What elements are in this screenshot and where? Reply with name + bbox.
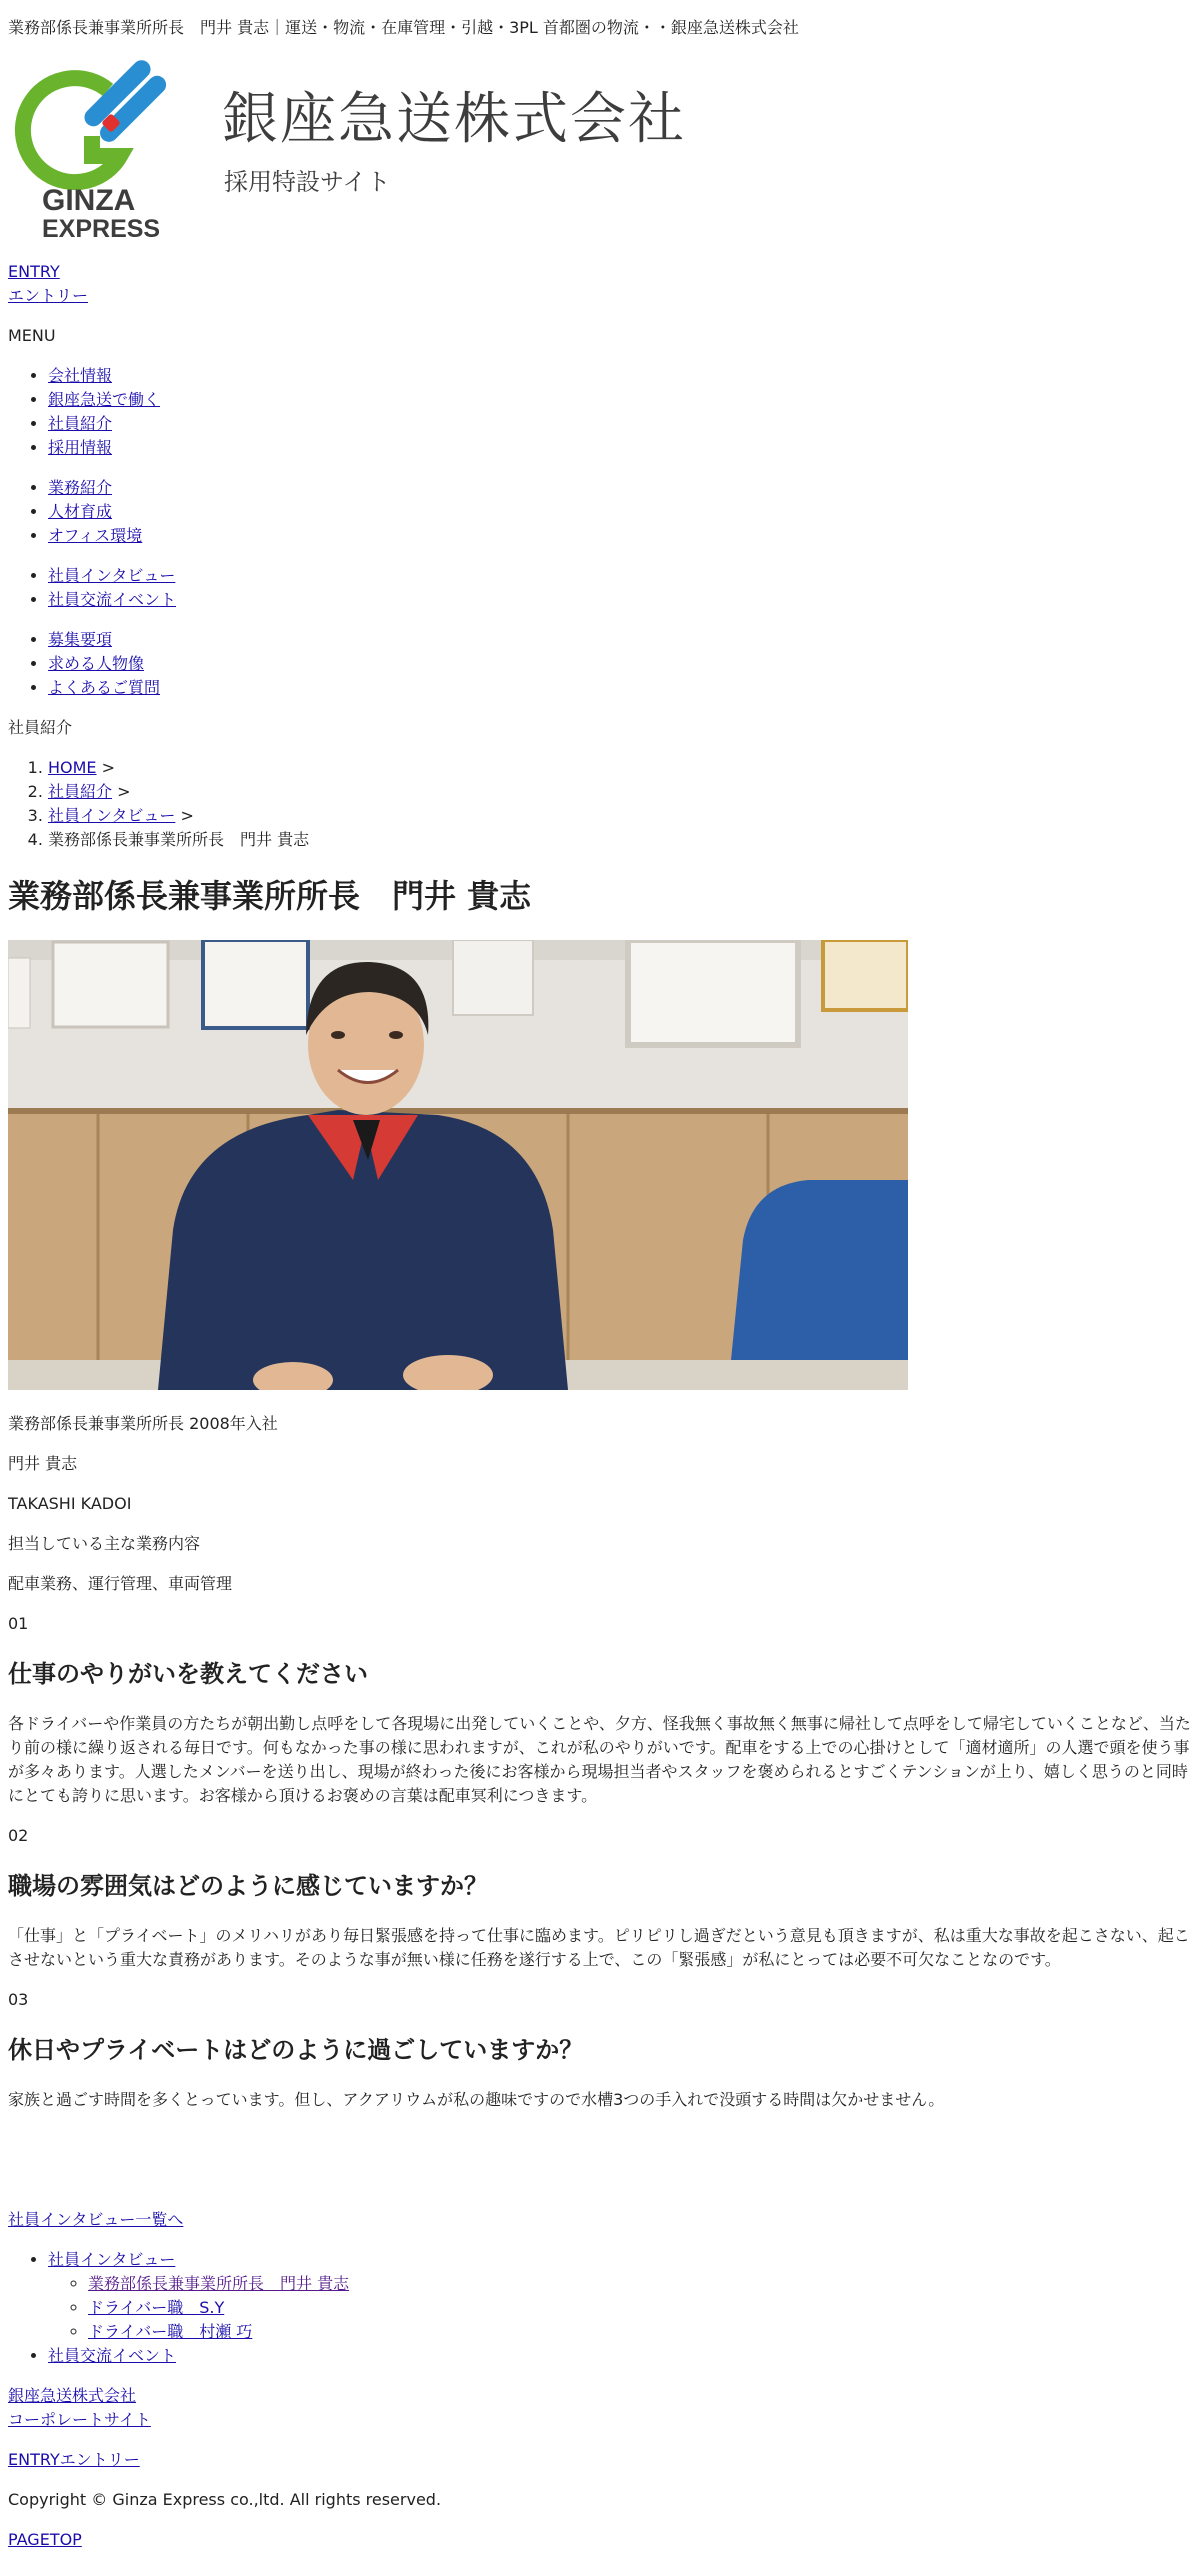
question-heading: 仕事のやりがいを教えてください xyxy=(8,1660,368,1688)
breadcrumb-item xyxy=(48,780,309,804)
logo-mark-icon xyxy=(8,56,176,241)
nav-item xyxy=(48,500,142,524)
question-heading: 職場の雰囲気はどのように感じていますか？ xyxy=(8,1872,488,1900)
company-name-logotype: 銀座急送株式会社 xyxy=(222,87,686,152)
footer-link-event[interactable]: 社員交流イベント xyxy=(48,2346,177,2365)
back-to-interview-list-link[interactable]: 社員インタビュー一覧へ xyxy=(8,2210,184,2229)
question-number: 01 xyxy=(8,1614,29,1633)
employee-photo-image xyxy=(8,940,908,1390)
breadcrumb xyxy=(8,756,309,852)
menu-toggle[interactable]: MENU xyxy=(8,326,56,345)
answer-text: 「仕事」と「プライベート」のメリハリがあり毎日緊張感を持って仕事に臨めます。ピリピリし過ぎだという意見も頂きますが、私は重大な事故を起こさない、起こさせないという重大な責務があります。そのような事が無い様に任務を遂行する上で、この「緊張感」が私にとっては必要不可欠なことなのです。 xyxy=(8,1926,1190,1969)
footer-entry-link[interactable]: ENTRYエントリー xyxy=(8,2450,140,2469)
nav-link-event[interactable]: 社員交流イベント xyxy=(48,590,177,609)
nav-item xyxy=(48,564,176,588)
recruit-site-subtitle: 採用特設サイト xyxy=(224,168,391,196)
logo-text-ginza: GINZA xyxy=(42,184,136,217)
footer-interview-list xyxy=(48,2272,349,2344)
profile-name-en: TAKASHI KADOI xyxy=(8,1494,132,1513)
breadcrumb-separator: > xyxy=(96,758,116,777)
nav-link-faq[interactable]: よくあるご質問 xyxy=(48,678,161,697)
nav-link-office[interactable]: オフィス環境 xyxy=(48,526,143,545)
nav-group-work xyxy=(8,476,142,548)
question-number: 03 xyxy=(8,1990,29,2009)
footer-interview-link[interactable]: 業務部係長兼事業所所長 門井 貴志 xyxy=(88,2274,350,2293)
breadcrumb-current: 業務部係長兼事業所所長 門井 貴志 xyxy=(48,830,310,849)
nav-link-training[interactable]: 人材育成 xyxy=(48,502,113,521)
logo-text-express: EXPRESS xyxy=(42,215,161,241)
nav-link-staff[interactable]: 社員紹介 xyxy=(48,414,113,433)
nav-group-main xyxy=(8,364,160,460)
nav-link-requirements[interactable]: 募集要項 xyxy=(48,630,113,649)
breadcrumb-link-staff[interactable]: 社員紹介 xyxy=(48,782,113,801)
nav-group-recruit xyxy=(8,628,160,700)
nav-item xyxy=(48,412,160,436)
footer-nav-item xyxy=(48,2344,349,2368)
pagetop-link[interactable]: PAGETOP xyxy=(8,2530,82,2549)
profile-duties-label: 担当している主な業務内容 xyxy=(8,1534,201,1553)
nav-item xyxy=(48,436,160,460)
nav-item xyxy=(48,476,142,500)
nav-item xyxy=(48,588,176,612)
nav-group-staff xyxy=(8,564,176,612)
footer-interview-item xyxy=(88,2272,349,2296)
copyright: Copyright © Ginza Express co.,ltd. All rights reserved. xyxy=(8,2490,442,2509)
nav-item xyxy=(48,364,160,388)
question-number: 02 xyxy=(8,1826,29,1845)
profile-duties: 配車業務、運行管理、車両管理 xyxy=(8,1574,233,1593)
breadcrumb-item xyxy=(48,756,309,780)
footer-interview-item xyxy=(88,2320,349,2344)
breadcrumb-link-home[interactable]: HOME xyxy=(48,758,97,777)
nav-item xyxy=(48,628,160,652)
nav-link-business[interactable]: 業務紹介 xyxy=(48,478,113,497)
site-title: 業務部係長兼事業所所長 門井 貴志｜運送・物流・在庫管理・引越・3PL 首都圏の物流・・銀座急送株式会社 xyxy=(8,18,799,37)
nav-link-work[interactable]: 銀座急送で働く xyxy=(48,390,161,409)
answer-text: 家族と過ごす時間を多くとっています。但し、アクアリウムが私の趣味ですので水槽3つの手入れで没頭する時間は欠かせません。 xyxy=(8,2090,945,2109)
nav-item xyxy=(48,388,160,412)
breadcrumb-separator: > xyxy=(175,806,194,825)
nav-item xyxy=(48,652,160,676)
footer-link-interview[interactable]: 社員インタビュー xyxy=(48,2250,176,2269)
header-entry-link-en[interactable]: ENTRY xyxy=(8,262,60,281)
nav-link-recruit[interactable]: 採用情報 xyxy=(48,438,113,457)
footer-nav xyxy=(8,2248,349,2368)
footer-corporate-site-link[interactable]: コーポレートサイト xyxy=(8,2410,151,2429)
nav-item xyxy=(48,676,160,700)
footer-interview-link[interactable]: ドライバー職 S.Y xyxy=(88,2298,225,2317)
nav-link-company[interactable]: 会社情報 xyxy=(48,366,113,385)
footer-interview-link[interactable]: ドライバー職 村瀬 巧 xyxy=(88,2322,253,2341)
employee-photo xyxy=(8,940,908,1390)
header-entry-link-ja[interactable]: エントリー xyxy=(8,286,89,305)
profile-name: 門井 貴志 xyxy=(8,1454,78,1473)
footer-nav-item xyxy=(48,2248,349,2344)
breadcrumb-item xyxy=(48,804,309,828)
answer-text: 各ドライバーや作業員の方たちが朝出勤し点呼をして各現場に出発していくことや、夕方、怪我無く事故無く無事に帰社して点呼をして帰宅していくことなど、当たり前の様に繰り返される毎日です。何もなかった事の様に思われますが、これが私のやりがいです。配車をする上での心掛けとして「適材適所」の人選で頭を使う事が多々あります。人選したメンバーを送り出し、現場が終わった後にお客様から現場担当者やスタッフを褒められるとすごくテンションが上り、嬉しく思うのと同時にとても誇りに思います。お客様から頂けるお褒めの言葉は配車冥利につきます。 xyxy=(8,1714,1191,1805)
nav-link-interview[interactable]: 社員インタビュー xyxy=(48,566,176,585)
ginza-express-logo[interactable] xyxy=(8,56,176,241)
footer-company-link[interactable]: 銀座急送株式会社 xyxy=(8,2386,137,2405)
breadcrumb-separator: > xyxy=(112,782,131,801)
nav-link-ideal-person[interactable]: 求める人物像 xyxy=(48,654,145,673)
nav-item xyxy=(48,524,142,548)
breadcrumb-item xyxy=(48,828,309,852)
breadcrumb-link-interview[interactable]: 社員インタビュー xyxy=(48,806,176,825)
question-heading: 休日やプライベートはどのように過ごしていますか？ xyxy=(8,2036,584,2064)
profile-position-year: 業務部係長兼事業所所長 2008年入社 xyxy=(8,1414,278,1433)
section-label: 社員紹介 xyxy=(8,718,73,737)
footer-interview-item xyxy=(88,2296,349,2320)
page-title: 業務部係長兼事業所所長 門井 貴志 xyxy=(8,877,532,915)
